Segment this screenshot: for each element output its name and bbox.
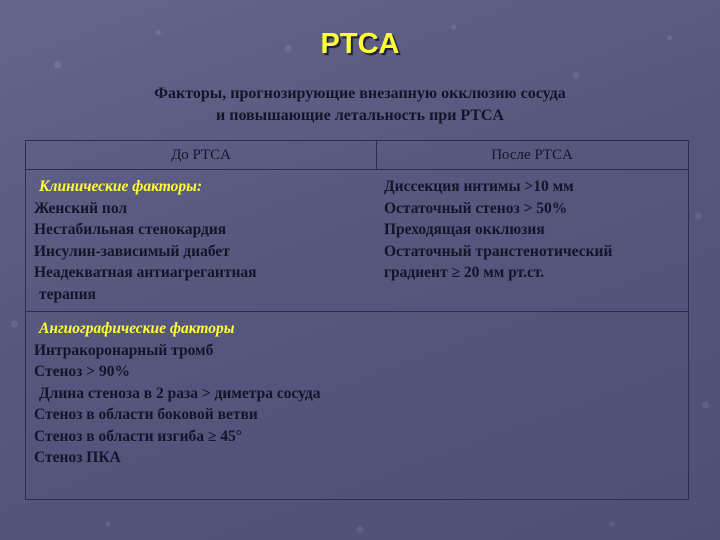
angiographic-factor-item: Интракоронарный тромб xyxy=(34,341,214,359)
section-row-border xyxy=(26,311,688,312)
clinical-factor-item: Неадекватная антиагрегантная xyxy=(34,264,257,281)
header-row-border xyxy=(26,169,688,170)
after-factor-item: Остаточный транстенотический xyxy=(384,242,613,260)
after-factor-item: градиент ≥ 20 мм рт.ст. xyxy=(384,264,545,281)
subtitle-line-2: и повышающие летальность при PTCA xyxy=(216,107,504,124)
angiographic-factors-cell xyxy=(34,318,320,469)
angiographic-factor-item: Длина стеноза в 2 раза > диметра сосуда xyxy=(39,384,321,402)
after-factor-item: Остаточный стеноз > 50% xyxy=(384,199,568,217)
after-factor-item: Диссекция интимы >10 мм xyxy=(384,178,574,195)
clinical-factors-heading: Клинические факторы: xyxy=(39,178,202,195)
slide-subtitle xyxy=(60,83,660,127)
header-after-ptca: После PTCA xyxy=(491,147,573,163)
angiographic-factor-item: Стеноз ПКА xyxy=(34,449,121,466)
risk-factors-table xyxy=(25,140,689,500)
after-factor-item: Преходящая окклюзия xyxy=(384,221,545,238)
clinical-factors-cell xyxy=(34,176,257,305)
slide-title: PTCA xyxy=(320,28,400,60)
subtitle-line-1: Факторы, прогнозирующие внезапную окклюзию сосуда xyxy=(154,85,566,102)
header-before-ptca: До PTCA xyxy=(171,147,231,163)
clinical-factor-item: терапия xyxy=(39,285,96,303)
angiographic-factor-item: Стеноз > 90% xyxy=(34,363,130,380)
after-ptca-factors-cell xyxy=(384,176,612,284)
angiographic-factor-item: Стеноз в области боковой ветви xyxy=(34,406,258,423)
angiographic-factor-item: Стеноз в области изгиба ≥ 45° xyxy=(34,427,242,445)
clinical-factor-item: Инсулин-зависимый диабет xyxy=(34,242,230,260)
header-divider xyxy=(376,141,377,169)
clinical-factor-item: Нестабильная стенокардия xyxy=(34,221,227,238)
angiographic-factors-heading: Ангиографические факторы xyxy=(39,320,235,337)
clinical-factor-item: Женский пол xyxy=(34,199,128,217)
